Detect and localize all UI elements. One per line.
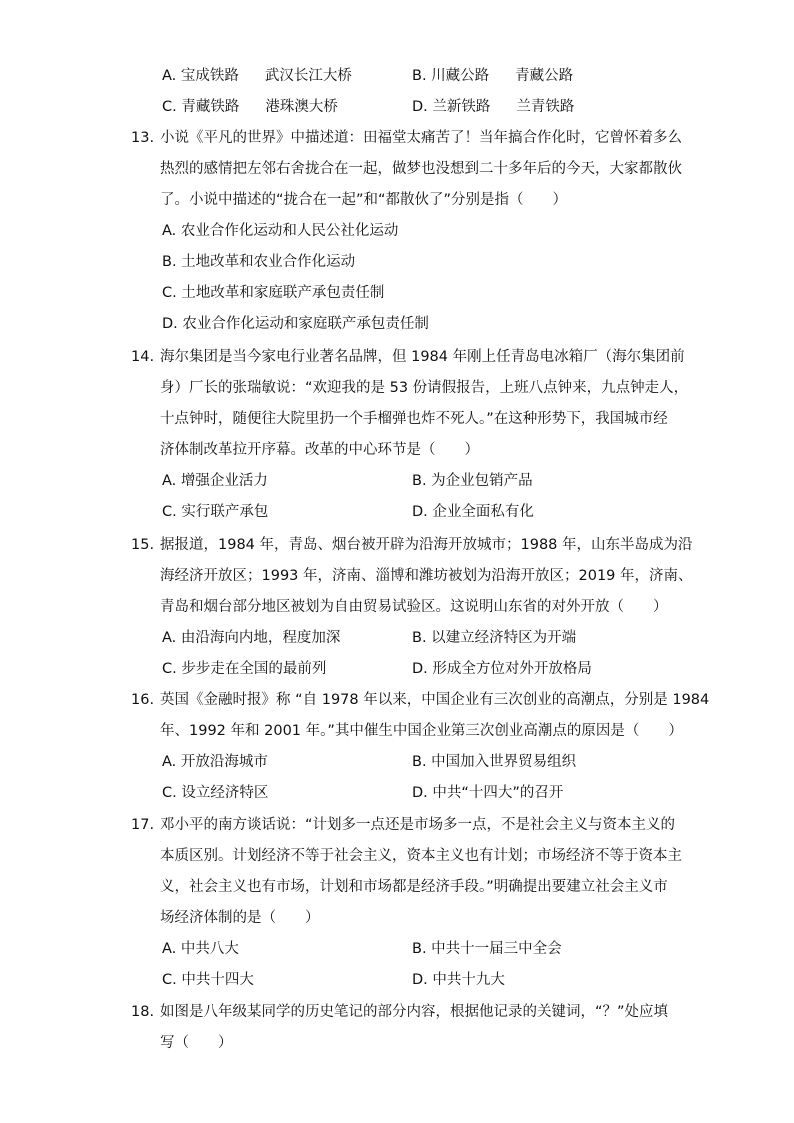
q13-option-d bbox=[162, 314, 429, 334]
question-text-line: 济体制改革拉开序幕。改革的中心环节是（ ） bbox=[160, 442, 479, 458]
question-text-line: 本质区别。计划经济不等于社会主义，资本主义也有计划；市场经济不等于资本主 bbox=[160, 848, 682, 864]
q12-option-c bbox=[162, 97, 338, 117]
option-text-2: 青藏公路 bbox=[515, 68, 574, 84]
option-text: 由沿海向内地，程度加深 bbox=[180, 630, 341, 646]
q15-option-d bbox=[412, 659, 592, 679]
option-text: 川藏公路 bbox=[431, 68, 490, 84]
q14-option-d bbox=[412, 502, 534, 522]
option-text: 以建立经济特区为开端 bbox=[431, 630, 577, 646]
option-label: A. bbox=[162, 754, 177, 770]
q14-option-c bbox=[162, 502, 268, 522]
option-text-2: 兰青铁路 bbox=[516, 99, 575, 115]
q17-option-a bbox=[162, 939, 239, 959]
option-label: C. bbox=[162, 99, 177, 115]
option-label: A. bbox=[162, 941, 177, 957]
option-text: 兰新铁路 bbox=[432, 99, 491, 115]
option-text: 土地改革和家庭联产承包责任制 bbox=[181, 285, 385, 301]
option-text: 宝成铁路 bbox=[180, 68, 239, 84]
question-text-line: 据报道，1984 年，青岛、烟台被开辟为沿海开放城市；1988 年，山东半岛成为沿 bbox=[160, 537, 693, 553]
question-text-line: 如图是八年级某同学的历史笔记的部分内容，根据他记录的关键词，“？”处应填 bbox=[160, 1004, 669, 1020]
option-text: 中国加入世界贸易组织 bbox=[431, 754, 577, 770]
option-label: B. bbox=[412, 630, 427, 646]
option-text: 增强企业活力 bbox=[180, 473, 268, 489]
option-label: D. bbox=[412, 661, 428, 677]
question-text-line: 英国《金融时报》称 “自 1978 年以来，中国企业有三次创业的高潮点，分别是 1984 bbox=[160, 692, 710, 708]
option-text-2: 武汉长江大桥 bbox=[264, 68, 352, 84]
question-number: 15. bbox=[131, 537, 155, 553]
q15-option-b bbox=[412, 628, 576, 648]
option-label: D. bbox=[412, 99, 428, 115]
option-text: 中共“十四大”的召开 bbox=[432, 785, 564, 801]
option-label: B. bbox=[162, 254, 177, 270]
question-text-line: 身）厂长的张瑞敏说：“欢迎我的是 53 份请假报告，上班八点钟来，九点钟走人， bbox=[160, 380, 689, 396]
question-text-line: 海经济开放区；1993 年，济南、淄博和潍坊被划为沿海开放区；2019 年，济南、 bbox=[160, 568, 693, 584]
option-label: D. bbox=[412, 504, 428, 520]
q14-option-a bbox=[162, 471, 268, 491]
question-text-line: 热烈的感情把左邻右舍拢合在一起，做梦也没想到二十多年后的今天，大家都散伙 bbox=[160, 161, 682, 177]
q16-option-b bbox=[412, 752, 576, 772]
option-label: C. bbox=[162, 504, 177, 520]
option-text: 中共十四大 bbox=[181, 972, 254, 988]
q12-option-b bbox=[412, 66, 573, 86]
option-label: B. bbox=[412, 68, 427, 84]
q15-option-c bbox=[162, 659, 326, 679]
question-number: 14. bbox=[131, 349, 155, 365]
option-text: 农业合作化运动和家庭联产承包责任制 bbox=[182, 316, 429, 332]
option-text: 青藏铁路 bbox=[181, 99, 240, 115]
option-label: A. bbox=[162, 473, 177, 489]
q17-option-c bbox=[162, 970, 254, 990]
option-label: A. bbox=[162, 68, 177, 84]
option-label: A. bbox=[162, 630, 177, 646]
option-label: B. bbox=[412, 941, 427, 957]
q12-option-a bbox=[162, 66, 352, 86]
question-text-line: 场经济体制的是（ ） bbox=[160, 910, 320, 926]
question-number: 16. bbox=[131, 692, 155, 708]
option-label: A. bbox=[162, 223, 177, 239]
question-number: 13. bbox=[131, 130, 155, 146]
question-number: 17. bbox=[131, 817, 155, 833]
option-label: C. bbox=[162, 285, 177, 301]
option-text: 中共十一届三中全会 bbox=[431, 941, 562, 957]
question-text-line: 海尔集团是当今家电行业著名品牌，但 1984 年刚上任青岛电冰箱厂（海尔集团前 bbox=[160, 349, 685, 365]
option-label: C. bbox=[162, 661, 177, 677]
option-label: C. bbox=[162, 972, 177, 988]
q17-option-b bbox=[412, 939, 562, 959]
option-text: 农业合作化运动和人民公社化运动 bbox=[180, 223, 399, 239]
question-text-line: 小说《平凡的世界》中描述道：田福堂太痛苦了！当年搞合作化时，它曾怀着多么 bbox=[160, 130, 682, 146]
question-text-line: 义，社会主义也有市场，计划和市场都是经济手段。”明确提出要建立社会主义市 bbox=[160, 879, 668, 895]
option-text: 步步走在全国的最前列 bbox=[181, 661, 327, 677]
option-text-2: 港珠澳大桥 bbox=[265, 99, 338, 115]
q13-option-b bbox=[162, 252, 355, 272]
option-text: 设立经济特区 bbox=[181, 785, 269, 801]
option-label: B. bbox=[412, 754, 427, 770]
option-label: D. bbox=[412, 785, 428, 801]
option-label: D. bbox=[412, 972, 428, 988]
question-text-line: 青岛和烟台部分地区被划为自由贸易试验区。这说明山东省的对外开放（ ） bbox=[160, 599, 668, 615]
question-text-line: 年、1992 年和 2001 年。”其中催生中国企业第三次创业高潮点的原因是（ ） bbox=[160, 723, 683, 739]
q15-option-a bbox=[162, 628, 340, 648]
question-text-line: 写（ ） bbox=[160, 1035, 233, 1051]
option-text: 实行联产承包 bbox=[181, 504, 269, 520]
option-label: D. bbox=[162, 316, 178, 332]
option-text: 开放沿海城市 bbox=[180, 754, 268, 770]
option-text: 中共八大 bbox=[180, 941, 239, 957]
option-text: 为企业包销产品 bbox=[431, 473, 533, 489]
option-text: 形成全方位对外开放格局 bbox=[432, 661, 592, 677]
q14-option-b bbox=[412, 471, 533, 491]
question-text-line: 十点钟时，随便往大院里扔一个手榴弹也炸不死人。”在这种形势下，我国城市经 bbox=[160, 411, 668, 427]
q16-option-d bbox=[412, 783, 563, 803]
q16-option-c bbox=[162, 783, 268, 803]
q12-option-d bbox=[412, 97, 574, 117]
q13-option-c bbox=[162, 283, 384, 303]
option-label: C. bbox=[162, 785, 177, 801]
question-text-line: 邓小平的南方谈话说：“计划多一点还是市场多一点，不是社会主义与资本主义的 bbox=[160, 817, 676, 833]
option-label: B. bbox=[412, 473, 427, 489]
q17-option-d bbox=[412, 970, 505, 990]
question-number: 18. bbox=[131, 1004, 155, 1020]
q16-option-a bbox=[162, 752, 268, 772]
q13-option-a bbox=[162, 221, 398, 241]
option-text: 中共十九大 bbox=[432, 972, 505, 988]
question-text-line: 了。小说中描述的“拢合在一起”和“都散伙了”分别是指（ ） bbox=[160, 192, 568, 208]
option-text: 企业全面私有化 bbox=[432, 504, 534, 520]
option-text: 土地改革和农业合作化运动 bbox=[181, 254, 356, 270]
